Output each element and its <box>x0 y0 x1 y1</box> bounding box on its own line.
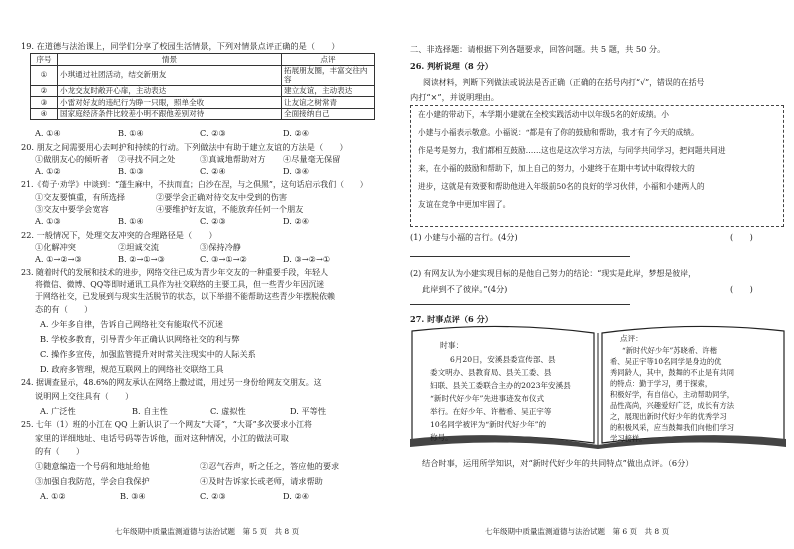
q26-sub1: (1) 小建与小福的言行。(4分) <box>410 232 518 242</box>
q26-material-line: 在小建的带动下，本学期小建就在全校实践活动中以年级5名的好成绩。小 <box>418 110 669 119</box>
q25-choice-a[interactable]: A. ①② <box>40 491 66 501</box>
q27-hot-label: 时事： <box>440 341 464 350</box>
q21-choice-a[interactable]: A. ①③ <box>35 216 61 226</box>
q21-choice-b[interactable]: B. ①④ <box>118 216 144 226</box>
q24-stem-line: 说明网上交往具有（ ） <box>35 391 134 401</box>
q20-option: ④尽量毫无保留 <box>283 154 341 164</box>
q22-choice-c[interactable]: C. ③→①→② <box>200 254 247 264</box>
q20-option: ①做朋友心的倾听者 <box>35 154 109 164</box>
table-cell: 建立友谊，主动表达 <box>282 85 375 97</box>
q23-stem-line: 将微信、微博、QQ等即时通讯工具作为社交联络的主要工具，但一些青少年因沉迷 <box>35 280 325 289</box>
q26-material-line: 进步，这就是有效要和帮助他进入年级前50名的良好的学习伙伴，小福和小建两人的 <box>418 182 705 191</box>
q20-option: ③真诚地帮助对方 <box>200 154 266 164</box>
q26-material-line: 作是考是努力，我们都相互鼓励……这也是这次学习方法，与同学共同学习，把问题共同进 <box>418 146 726 155</box>
q20-choice-b[interactable]: B. ①③ <box>118 166 144 176</box>
q27-comment-line: 学习榜样。 <box>610 434 647 443</box>
q25-stem-line: 家里的详细地址、电话号码等告诉他，面对这种情况，小江的做法可取 <box>35 433 289 443</box>
q26-sub2: 此岸到不了彼岸。”(4分) <box>422 284 508 294</box>
table-row <box>31 97 375 109</box>
q24-choice-d[interactable]: D. 平等性 <box>290 406 327 416</box>
q21-choice-d[interactable]: D. ②④ <box>283 216 310 226</box>
q27-hot-line: 妇联、县关工委联合主办的2023年安溪县 <box>430 381 571 390</box>
q23-choice-c[interactable]: C. 操作多宣传，加强监管提升对时常关注现实中的人际关系 <box>40 349 256 359</box>
q23-stem-line: 态的有（ ） <box>35 304 93 314</box>
q26-instruction: 内打“×”，并说明理由。 <box>410 92 499 102</box>
q22-option: ①化解冲突 <box>35 242 76 252</box>
q22-stem: 22. 一般情况下，处理交友冲突的合理路径是（ ） <box>21 230 217 240</box>
q25-stem-line: 25. 七年（1）班的小江在 QQ 上新认识了一个网友“大哥”，“大哥”多次要求小江将 <box>21 420 312 429</box>
col-header: 情景 <box>58 54 282 66</box>
right-page <box>400 0 794 549</box>
q26-material-line: 来，在小福的鼓励和帮助下，加上自己的努力，小建终于在期中考试中取得较大的 <box>418 164 695 173</box>
q21-option: ④要维护好友谊，不能放弃任何一个朋友 <box>156 204 304 214</box>
q23-choice-b[interactable]: B. 学校多教育，引导青少年正确认识网络社交的利与弊 <box>40 334 240 344</box>
section-title: 二、非选择题：请根据下列各题要求，回答问题。共 5 题，共 50 分。 <box>410 44 666 54</box>
q25-choice-b[interactable]: B. ③④ <box>120 491 146 501</box>
q27-comment-line: 的特点：勤于学习，勇于探索， <box>610 379 713 388</box>
q20-stem: 20. 朋友之间需要用心去呵护和持续的行动。下列做法中有助于建立友谊的方法是（ ） <box>21 142 348 152</box>
col-header: 序号 <box>31 54 58 66</box>
q27-comment-line: 之，展现出新时代好少年的优秀学习 <box>610 412 727 421</box>
page-footer: 七年级期中质量监测道德与法治试题 第 5 页 共 8 页 <box>115 527 300 536</box>
q27-hot-line: “新时代好少年”先进事迹发布仪式 <box>430 394 545 403</box>
q23-stem-line: 23. 随着时代的发展和技术的进步，网络交往已成为青少年交友的一种重要手段，年轻人 <box>21 268 329 277</box>
q19-choice-d[interactable]: D. ②④ <box>283 128 310 138</box>
q25-choice-d[interactable]: D. ②④ <box>283 491 310 501</box>
q27-comment-line: 品性高尚，兴趣爱好广泛，成长有方法 <box>610 401 735 410</box>
left-page <box>0 0 395 549</box>
q23-choice-a[interactable]: A. 少年多自律，告诉自己网络社交有能取代不沉迷 <box>40 319 224 329</box>
q20-choice-d[interactable]: D. ③④ <box>283 166 310 176</box>
q19-choice-a[interactable]: A. ①④ <box>35 128 61 138</box>
q24-stem-line: 24. 据调查显示，48.6%的网友承认在网络上撒过谎，用过另一身份给网友交朋友。这 <box>21 378 322 387</box>
q27-comment-line: 希、吴正宇等10名同学是身边的优 <box>610 357 722 366</box>
q25-option: ④及时告诉家长或老师，请求帮助 <box>200 476 323 486</box>
table-cell: ④ <box>31 108 58 120</box>
q27-comment-line: 积极好学，有自信心，主动帮助同学， <box>610 390 735 399</box>
table-cell: 小琪通过社团活动，结交新朋友 <box>58 65 282 85</box>
table-cell: ① <box>31 65 58 85</box>
table-cell: 让友谊之树常青 <box>282 97 375 109</box>
q25-option: ①随意编造一个号码和地址给他 <box>35 461 150 471</box>
q22-option: ③保持冷静 <box>200 242 241 252</box>
q23-choice-d[interactable]: D. 政府多管理，规范互联网上的网络社交联络工具 <box>40 364 224 374</box>
q24-choice-a[interactable]: A. 广泛性 <box>40 406 76 416</box>
q26-sub2: (2) 有网友认为小建实现目标的是他自己努力的结论：“现实是此岸，梦想是彼岸， <box>410 269 697 278</box>
table-cell: 小龙交友时敞开心扉，主动表达 <box>58 85 282 97</box>
q27-comment-label: 点评： <box>620 334 643 343</box>
q19-choice-b[interactable]: B. ①④ <box>118 128 144 138</box>
q27-hot-line: 称号。 <box>430 433 453 442</box>
q25-stem-line: 的有（ ） <box>35 446 85 456</box>
q27-comment-line: 的积极风采，应当鼓舞我们向他们学习 <box>610 423 735 432</box>
q25-choice-c[interactable]: C. ②③ <box>200 491 226 501</box>
q24-choice-c[interactable]: C. 虚拟性 <box>210 406 246 416</box>
q19-choice-c[interactable]: C. ②③ <box>200 128 226 138</box>
q22-choice-d[interactable]: D. ③→②→① <box>283 254 331 264</box>
q22-option: ②坦诚交流 <box>118 242 159 252</box>
q27-comment-line: 秀同龄人，其中，鼓舞的不止是有共同 <box>610 368 735 377</box>
q27-hot-line: 6月20日，安溪县委宣传部、县 <box>450 355 556 364</box>
q24-choice-b[interactable]: B. 自主性 <box>132 406 168 416</box>
q26-title: 26. 判析说理（8 分） <box>410 61 493 71</box>
col-header: 点评 <box>282 54 375 66</box>
table-header-row <box>31 54 375 66</box>
q22-choice-b[interactable]: B. ②→①→③ <box>118 254 165 264</box>
q19-stem: 19. 在道德与法治课上，同学们分享了校园生活情景，下列对情景点评正确的是（ ） <box>21 41 340 51</box>
q20-choice-a[interactable]: A. ①② <box>35 166 61 176</box>
q21-stem: 21.《荀子·劝学》中谈到：“蓬生麻中，不扶而直；白沙在涅，与之俱黑”，这句话启示我们（ ） <box>21 180 368 189</box>
q27-comment-line: “新时代好少年”苏晓希、许楷 <box>622 346 718 355</box>
q21-option: ③交友中要学会宽容 <box>35 204 109 214</box>
q26-sub2-answer-mark[interactable]: ( ) <box>730 284 753 294</box>
q21-choice-c[interactable]: C. ②③ <box>200 216 226 226</box>
q26-instruction: 阅读材料，判断下列做法或说法是否正确（正确的在括号内打“√”，错误的在括号 <box>423 78 705 87</box>
table-cell: ② <box>31 85 58 97</box>
q26-material-line: 友谊在竞争中更加牢固了。 <box>418 200 511 209</box>
table-cell: 国家庭经济条件比较差小明不跟他差别对待 <box>58 108 282 120</box>
q21-option: ①交友要慎重，有所选择 <box>35 192 126 202</box>
q27-title: 27. 时事点评（6 分） <box>410 314 493 324</box>
q26-sub1-answer-mark[interactable]: ( ) <box>730 232 753 242</box>
q20-option: ②寻找不同之处 <box>118 154 176 164</box>
page-footer: 七年级期中质量监测道德与法治试题 第 6 页 共 8 页 <box>485 527 670 536</box>
table-row <box>31 108 375 120</box>
q23-stem-line: 于网络社交，已发展到与现实生活脱节的状态，以下举措不能帮助这些青少年摆脱依赖 <box>35 292 335 301</box>
q21-option: ②要学会正确对待交友中受到的伤害 <box>156 192 288 202</box>
table-row <box>31 65 375 85</box>
table-cell: ③ <box>31 97 58 109</box>
q26-material-line: 小建与小福表示敬意。小福说：“都是有了你的鼓励和帮助，我才有了今天的成绩。 <box>418 128 699 137</box>
table-cell: 拓展朋友圈，丰富交往内容 <box>282 65 375 85</box>
q19-table <box>30 53 375 120</box>
q26-sub2-answer-line[interactable] <box>410 304 630 305</box>
q26-sub1-answer-line[interactable] <box>410 256 630 257</box>
q27-hot-line: 10名同学被评为“新时代好少年”的 <box>430 420 547 429</box>
q22-choice-a[interactable]: A. ①→②→③ <box>35 254 82 264</box>
table-row <box>31 85 375 97</box>
q25-option: ③加强自我防范，学会自我保护 <box>35 476 150 486</box>
table-cell: 全面接纳自己 <box>282 108 375 120</box>
q20-choice-c[interactable]: C. ②④ <box>200 166 226 176</box>
q25-option: ②忍气吞声，听之任之，答应他的要求 <box>200 461 340 471</box>
q27-hot-line: 举行。在好少年、许楷希、吴正宇等 <box>430 407 552 416</box>
q27-prompt: 结合时事，运用所学知识，对“新时代好少年的共同特点”做出点评。（6分） <box>422 458 694 468</box>
q27-hot-line: 委文明办、县教育局、县关工委、县 <box>430 368 552 377</box>
table-cell: 小雷对好友的违纪行为睁一只眼，照单全收 <box>58 97 282 109</box>
